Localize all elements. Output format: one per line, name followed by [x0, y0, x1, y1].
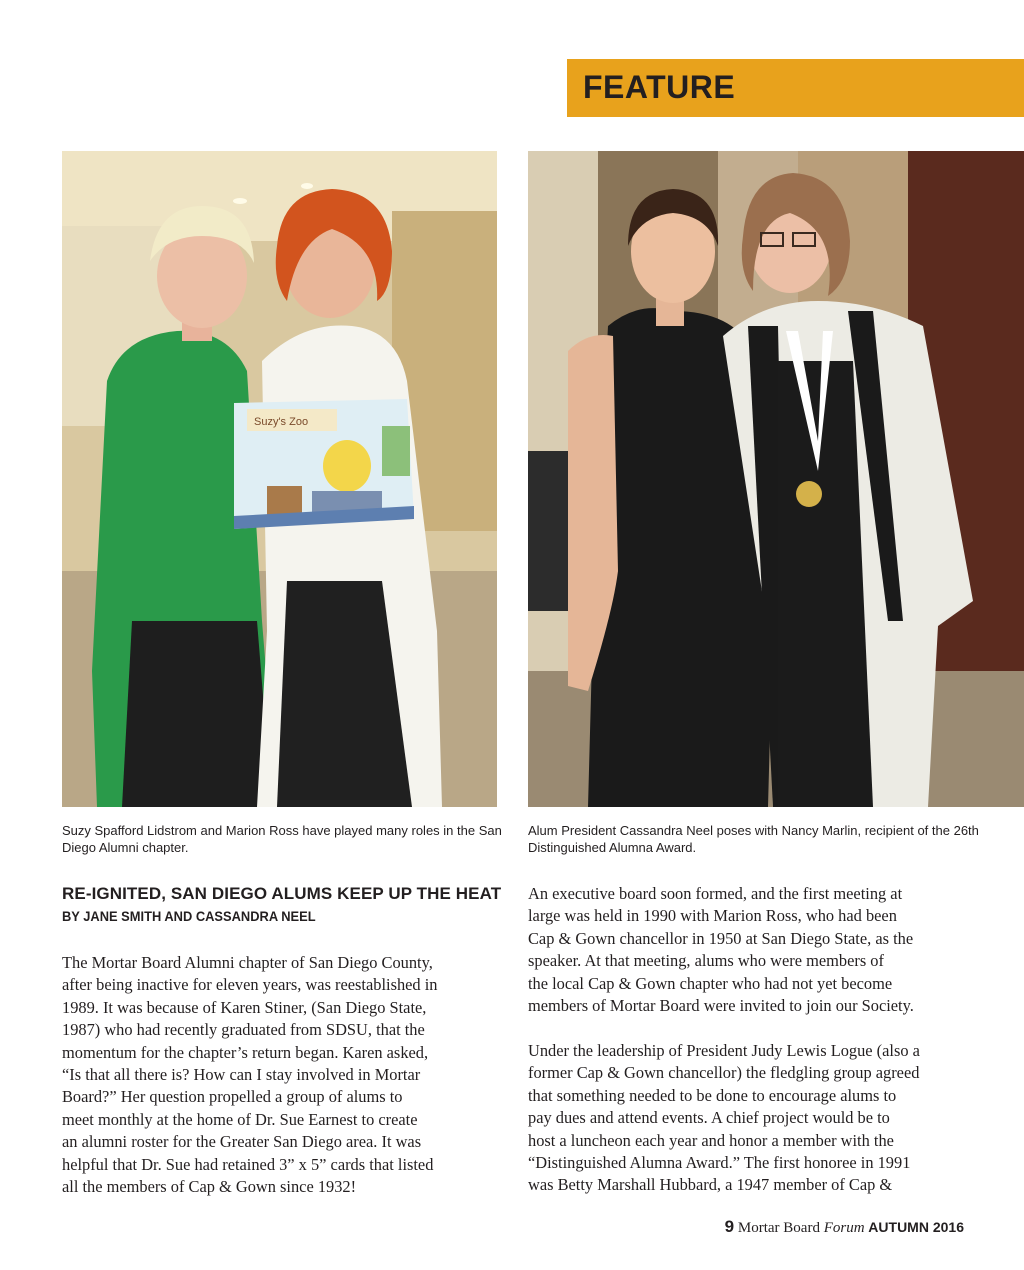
text-line: meet monthly at the home of Dr. Sue Earnest to create [62, 1109, 418, 1129]
text-line: momentum for the chapter’s return began. Karen asked, [62, 1042, 429, 1062]
text-line: after being inactive for eleven years, was reestablished in [62, 975, 438, 995]
text-line: an alumni roster for the Greater San Diego area. It was [62, 1132, 422, 1152]
text-line: large was held in 1990 with Marion Ross, who had been [528, 906, 897, 926]
text-line: was Betty Marshall Hubbard, a 1947 member of Cap & [528, 1175, 893, 1195]
book-cover-text: Suzy's Zoo [254, 416, 309, 428]
page-number: 9 [724, 1217, 735, 1236]
text-line: pay dues and attend events. A chief project would be to [528, 1108, 890, 1128]
text-line: Board?” Her question propelled a group of alums to [62, 1087, 403, 1107]
text-line: that something needed to be done to encourage alums to [528, 1085, 897, 1105]
photo-caption-right: Alum President Cassandra Neel poses with Nancy Marlin, recipient of the 26th Distinguished Alumna Award. [528, 823, 979, 855]
text-line: host a luncheon each year and honor a member with the [528, 1130, 894, 1150]
page-footer [725, 1217, 964, 1237]
section-banner [567, 59, 1024, 117]
article-headline: RE-IGNITED, SAN DIEGO ALUMS KEEP UP THE HEAT [62, 884, 502, 903]
text-line: members of Mortar Board were invited to join our Society. [528, 996, 914, 1016]
text-line: “Is that all there is? How can I stay involved in Mortar [62, 1065, 421, 1085]
article-column-right-paragraph-2 [528, 1040, 978, 1197]
section-label: FEATURE [583, 69, 736, 105]
photo-neel-marlin [528, 151, 1024, 807]
photo-lidstrom-ross-image [62, 151, 497, 807]
photo-lidstrom-ross [62, 151, 497, 807]
photo-caption-left: Suzy Spafford Lidstrom and Marion Ross have played many roles in the San Diego Alumni chapter. [62, 823, 502, 855]
text-line: former Cap & Gown chancellor) the fledgling group agreed [528, 1063, 920, 1083]
text-line: 1989. It was because of Karen Stiner, (San Diego State, [62, 997, 427, 1017]
publication-name: Mortar Board [737, 1220, 820, 1236]
article-column-left [62, 952, 502, 1198]
article-byline: BY JANE SMITH AND CASSANDRA NEEL [62, 908, 316, 924]
text-line: The Mortar Board Alumni chapter of San Diego County, [62, 953, 433, 972]
text-line: Under the leadership of President Judy Lewis Logue (also a [528, 1041, 920, 1060]
text-line: “Distinguished Alumna Award.” The first honoree in 1991 [528, 1153, 911, 1173]
text-line: all the members of Cap & Gown since 1932! [62, 1177, 357, 1197]
text-line: An executive board soon formed, and the first meeting at [528, 884, 903, 903]
text-line: Cap & Gown chancellor in 1950 at San Diego State, as the [528, 928, 914, 948]
text-line: speaker. At that meeting, alums who were members of [528, 951, 884, 971]
text-line: helpful that Dr. Sue had retained 3” x 5” cards that listed [62, 1154, 434, 1174]
article-column-right-paragraph-1 [528, 883, 978, 1017]
text-line: 1987) who had recently graduated from SDSU, that the [62, 1020, 425, 1040]
photo-neel-marlin-image [528, 151, 1024, 807]
issue-label: AUTUMN 2016 [868, 1219, 964, 1235]
publication-name-italic: Forum [823, 1220, 865, 1236]
text-line: the local Cap & Gown chapter who had not yet become [528, 973, 893, 993]
